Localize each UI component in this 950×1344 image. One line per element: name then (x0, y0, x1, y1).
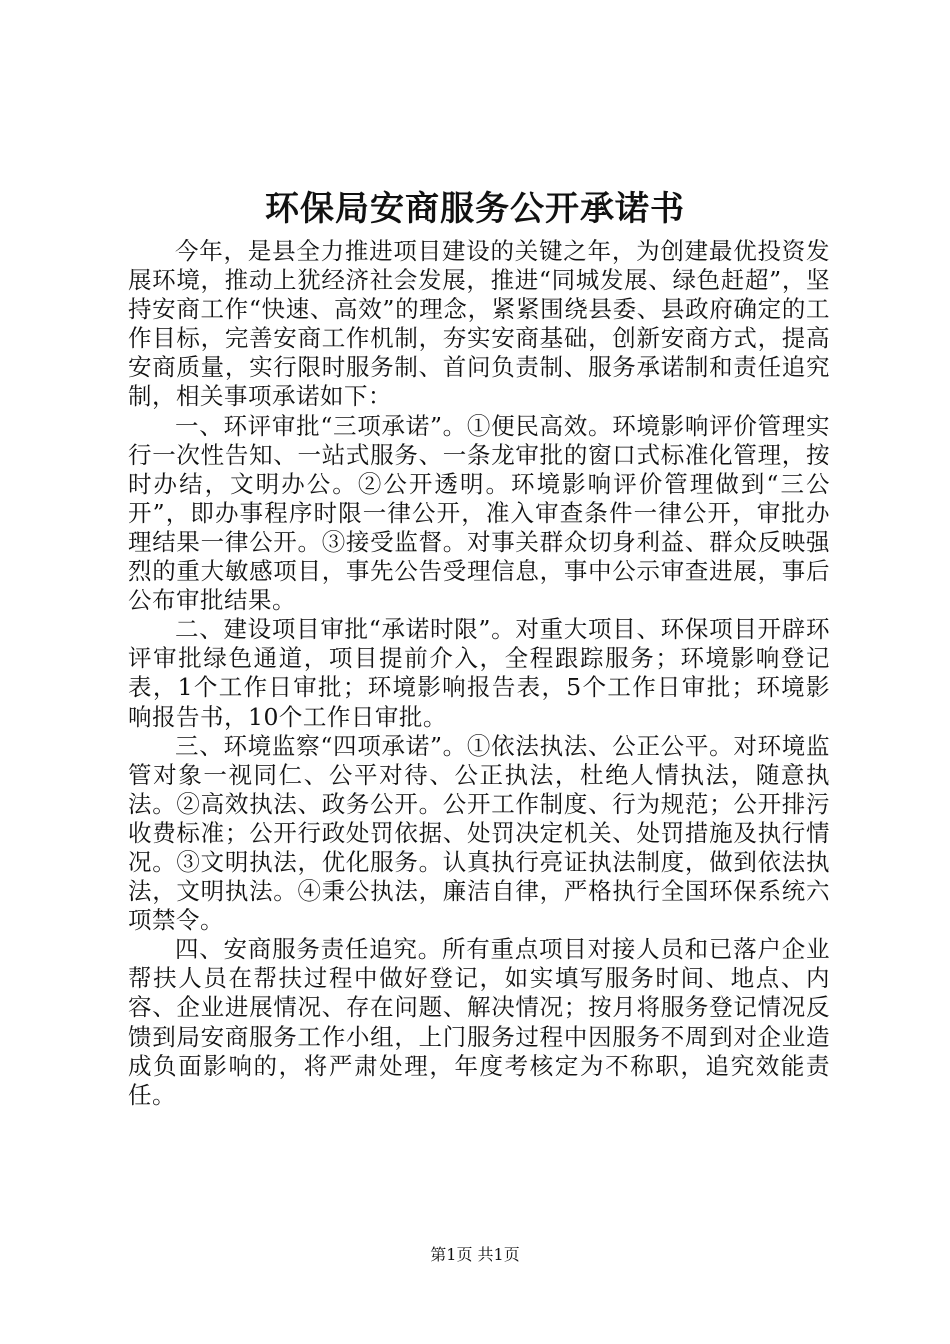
document-body (128, 237, 830, 1110)
paragraph-section-3: 三、环境监察“四项承诺”。①依法执法、公正公平。对环境监管对象一视同仁、公平对待、公正执法，杜绝人情执法，随意执法。②高效执法、政务公开。公开工作制度、行为规范；公开排污收费标准；公开行政处罚依据、处罚决定机关、处罚措施及执行情况。③文明执法，优化服务。认真执行亮证执法制度，做到依法执法，文明执法。④秉公执法，廉洁自律，严格执行全国环保系统六项禁令。 (128, 731, 830, 935)
paragraph-section-4: 四、安商服务责任追究。所有重点项目对接人员和已落户企业帮扶人员在帮扶过程中做好登记，如实填写服务时间、地点、内容、企业进展情况、存在问题、解决情况；按月将服务登记情况反馈到局安商服务工作小组，上门服务过程中因服务不周到对企业造成负面影响的，将严肃处理，年度考核定为不称职，追究效能责任。 (128, 935, 830, 1109)
paragraph-section-1: 一、环评审批“三项承诺”。①便民高效。环境影响评价管理实行一次性告知、一站式服务、一条龙审批的窗口式标准化管理，按时办结，文明办公。②公开透明。环境影响评价管理做到“三公开”，即办事程序时限一律公开，准入审查条件一律公开，审批办理结果一律公开。③接受监督。对事关群众切身利益、群众反映强烈的重大敏感项目，事先公告受理信息，事中公示审查进展，事后公布审批结果。 (128, 411, 830, 615)
paragraph-intro: 今年，是县全力推进项目建设的关键之年，为创建最优投资发展环境，推动上犹经济社会发展，推进“同城发展、绿色赶超”，坚持安商工作“快速、高效”的理念，紧紧围绕县委、县政府确定的工作目标，完善安商工作机制，夯实安商基础，创新安商方式，提高安商质量，实行限时服务制、首问负责制、服务承诺制和责任追究制，相关事项承诺如下： (128, 237, 830, 411)
page-footer: 第1页 共1页 (430, 1245, 520, 1264)
document-title: 环保局安商服务公开承诺书 (265, 189, 685, 229)
paragraph-section-2: 二、建设项目审批“承诺时限”。对重大项目、环保项目开辟环评审批绿色通道，项目提前介入，全程跟踪服务；环境影响登记表，1个工作日审批；环境影响报告表，5个工作日审批；环境影响报告书，10个工作日审批。 (128, 615, 830, 731)
